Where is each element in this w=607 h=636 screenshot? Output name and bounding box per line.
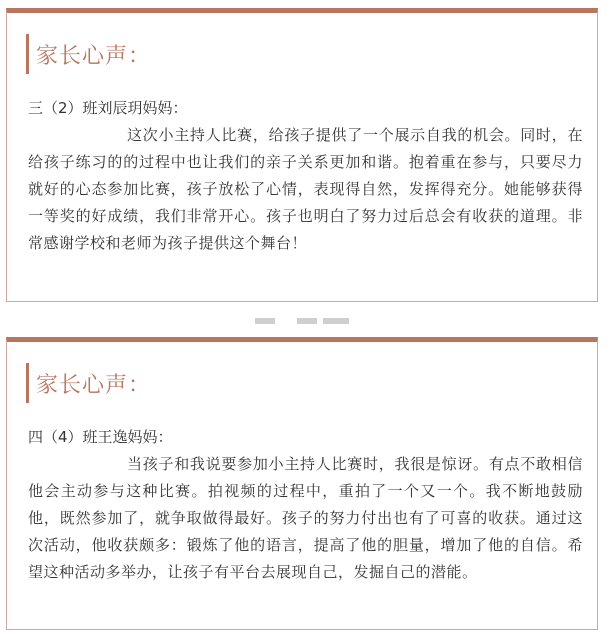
section-heading <box>26 363 151 403</box>
author-line: 三（2）班刘辰玥妈妈： <box>28 99 188 117</box>
author-line: 四（4）班王逸妈妈： <box>28 428 173 446</box>
parent-voice-card-1 <box>6 8 598 302</box>
divider-dash <box>297 318 317 324</box>
section-body <box>28 424 583 586</box>
section-divider <box>255 318 350 324</box>
testimonial-paragraph: 当孩子和我说要参加小主持人比赛时，我很是惊讶。有点不敢相信他会主动参与这种比赛。拍视频的过程中，重拍了一个又一个。我不断地鼓励他，既然参加了，就争取做得最好。孩子的努力付出也有了可喜的收获。通过这次活动，他收获颇多：锻炼了他的语言，提高了他的胆量，增加了他的自信。希望这种活动多举办，让孩子有平台去展现自己，发掘自己的潜能。 <box>28 455 583 581</box>
section-heading-text: 家长心声： <box>36 43 152 69</box>
section-body <box>28 95 583 257</box>
parent-voice-card-2 <box>6 337 598 630</box>
testimonial-paragraph: 这次小主持人比赛，给孩子提供了一个展示自我的机会。同时，在给孩子练习的的过程中也让我们的亲子关系更加和谐。抱着重在参与，只要尽力就好的心态参加比赛，孩子放松了心情，表现得自然，发挥得充分。她能够获得一等奖的好成绩，我们非常开心。孩子也明白了努力过后总会有收获的道理。非常感谢学校和老师为孩子提供这个舞台！ <box>28 126 583 252</box>
section-heading-text: 家长心声： <box>36 372 152 398</box>
section-heading <box>26 34 151 74</box>
divider-dash <box>255 318 275 324</box>
divider-dash <box>323 318 349 324</box>
